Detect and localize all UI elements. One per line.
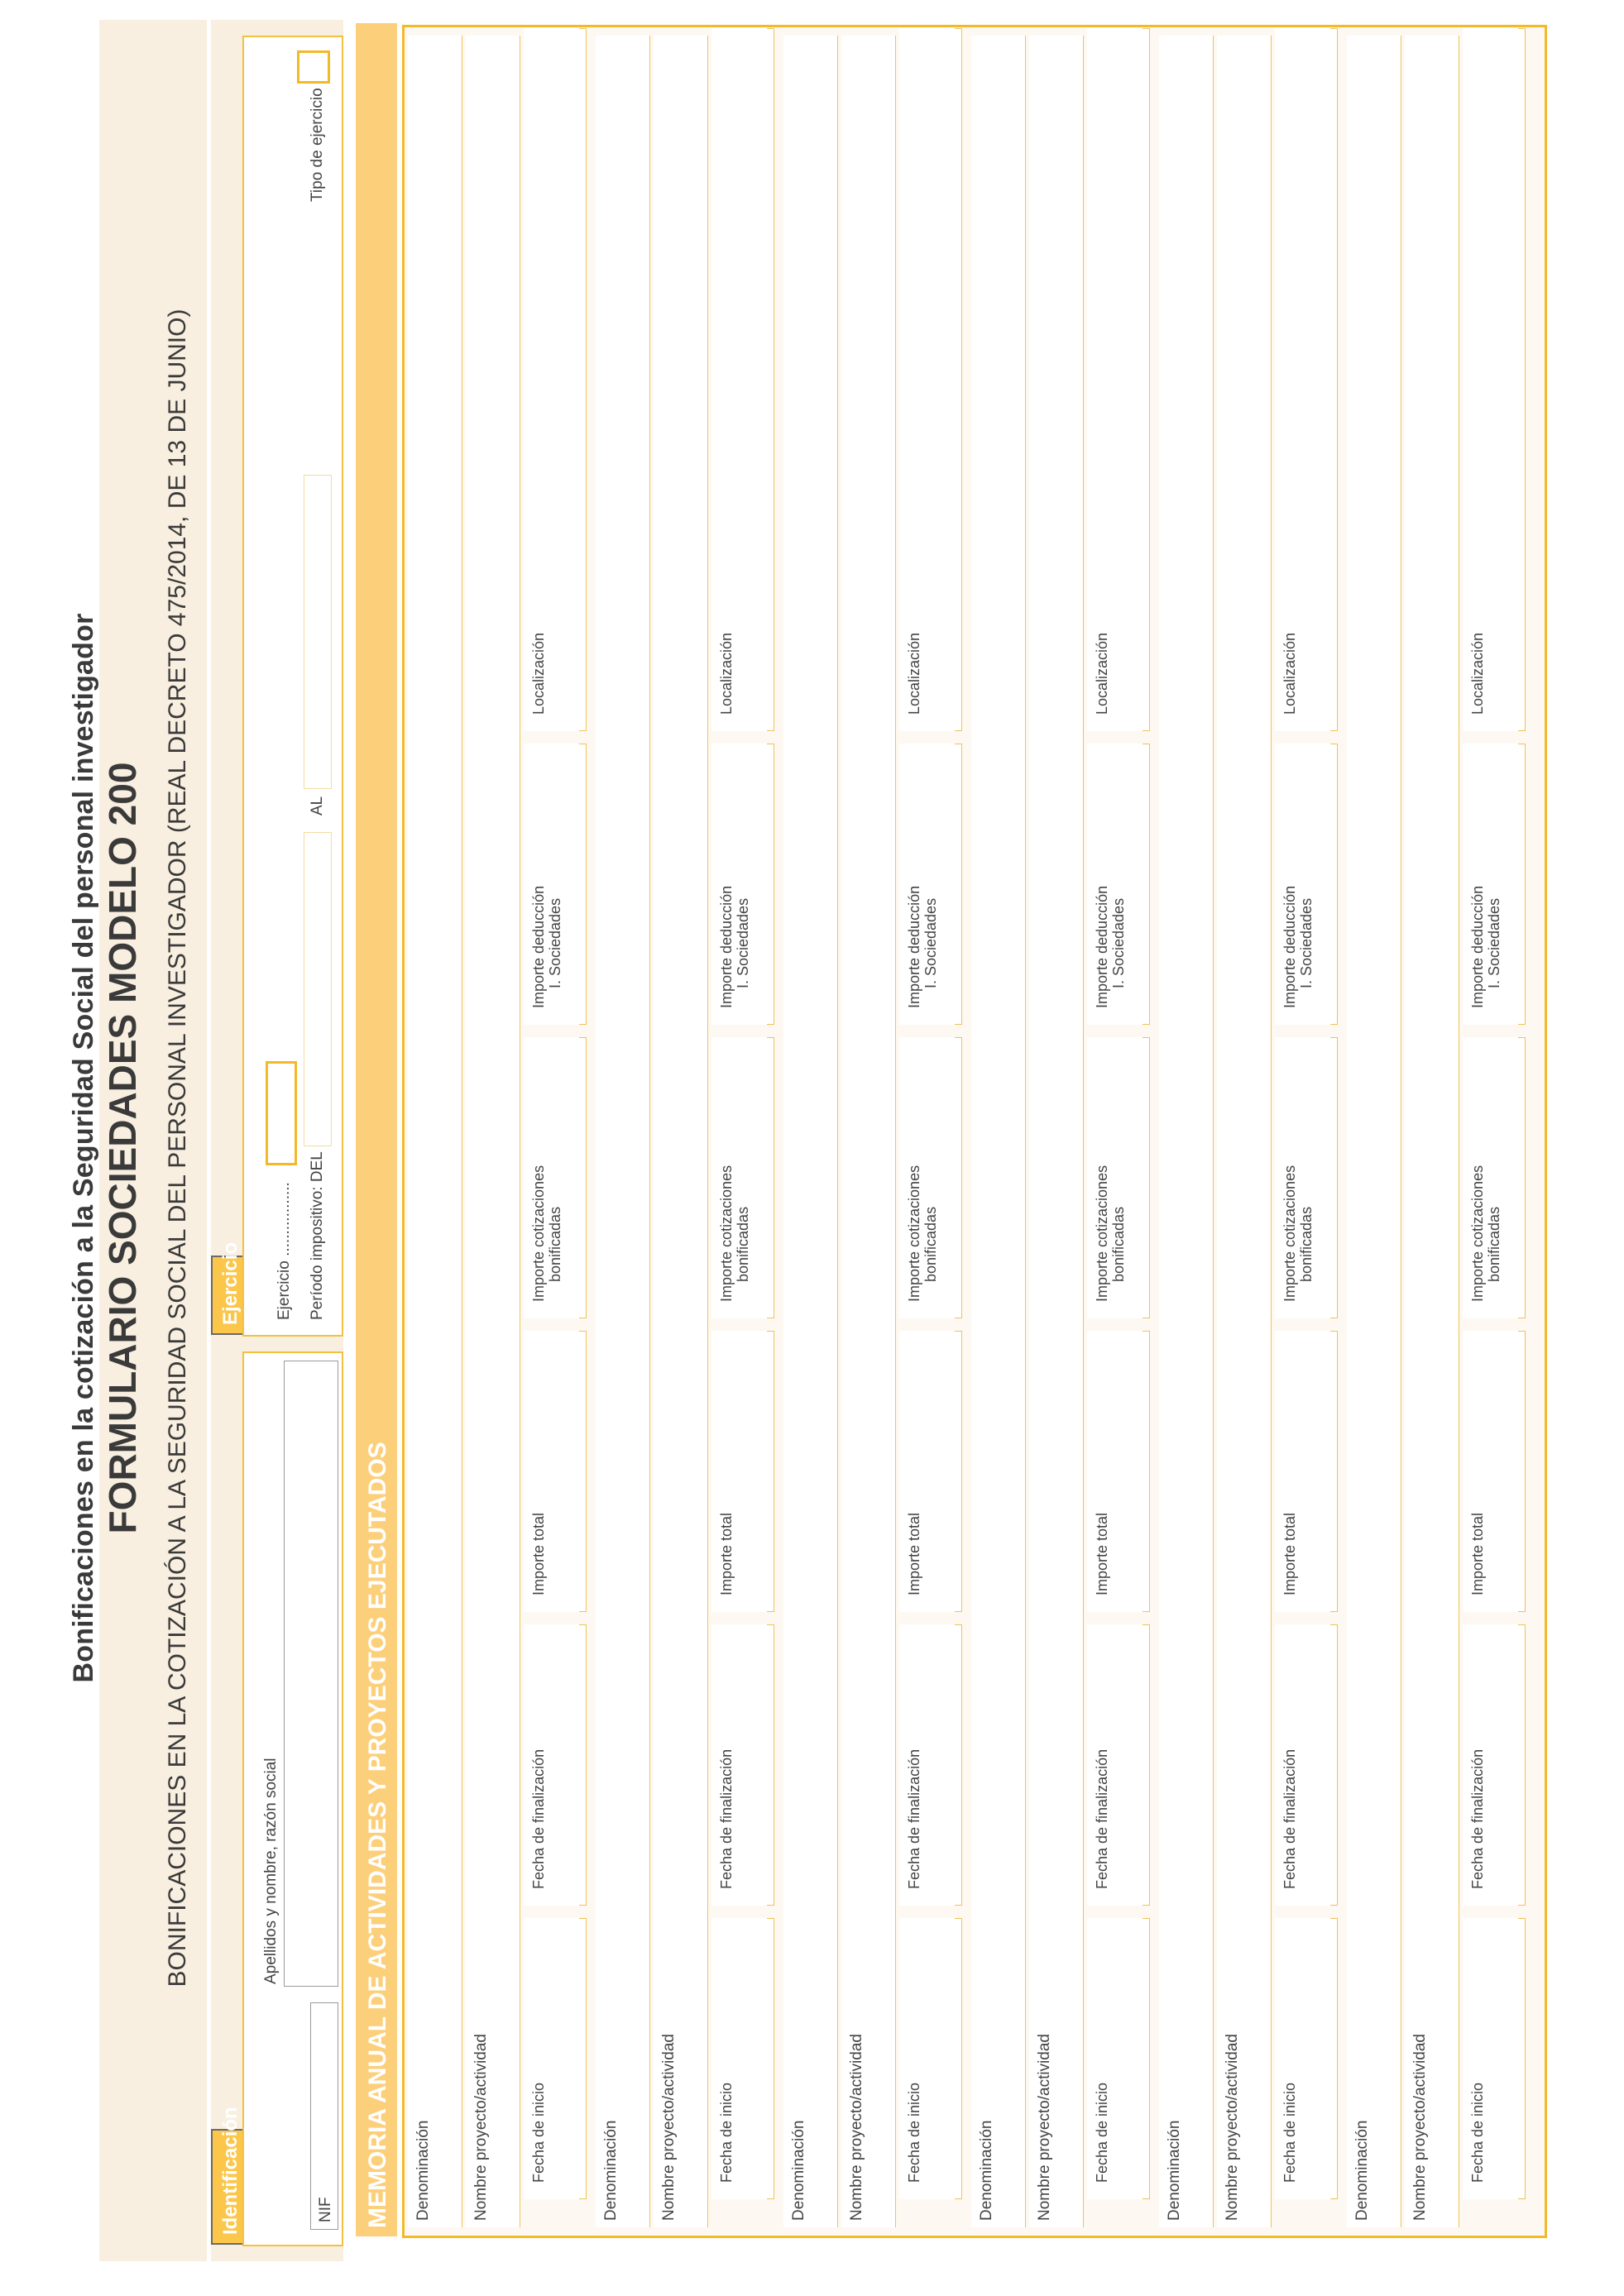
localizacion-label-line: Localización (1469, 632, 1486, 715)
nombre-proyecto-label: Nombre proyecto/actividad (472, 2034, 490, 2221)
importe-total-label (530, 1513, 547, 1595)
localizacion-field[interactable] (1087, 28, 1150, 731)
field-tick (1143, 1024, 1149, 1025)
field-tick (955, 1037, 961, 1038)
deduccion-label (906, 886, 939, 1008)
field-tick (1330, 1918, 1337, 1919)
field-tick (1143, 1624, 1149, 1625)
fecha-inicio-label-line: Fecha de inicio (906, 2082, 922, 2183)
localizacion-label-line: Localización (530, 632, 547, 715)
field-tick (1143, 1331, 1149, 1332)
field-tick (767, 2198, 774, 2199)
cotizaciones-field[interactable] (1463, 1037, 1526, 1318)
field-tick (579, 1624, 586, 1625)
title-line-3: BONIFICACIONES EN LA COTIZACIÓN A LA SEGURIDAD SOCIAL DEL PERSONAL INVESTIGADOR (REAL DECRETO 475/2014, DE 13 DE JUNIO) (164, 309, 191, 1987)
fecha-fin-label-line: Fecha de finalización (1281, 1748, 1298, 1889)
deduccion-label-line: I. Sociedades (922, 897, 939, 988)
denominacion-field[interactable] (1347, 36, 1401, 2227)
field-tick (1330, 1611, 1337, 1612)
localizacion-field[interactable] (711, 28, 774, 731)
nombre-proyecto-field[interactable] (654, 36, 708, 2227)
denominacion-label: Denominación (978, 2120, 995, 2221)
cotizaciones-field[interactable] (1087, 1037, 1150, 1318)
cotizaciones-label (1281, 1165, 1315, 1302)
nombre-proyecto-field[interactable] (841, 36, 896, 2227)
denominacion-field[interactable] (596, 36, 650, 2227)
field-tick (579, 1037, 586, 1038)
deduccion-label (1281, 886, 1315, 1008)
periodo-del-input[interactable] (304, 832, 332, 1146)
deduccion-label (1094, 886, 1127, 1008)
fecha-fin-field[interactable] (1087, 1624, 1150, 1906)
fecha-fin-label-line: Fecha de finalización (906, 1748, 922, 1889)
importe-total-field[interactable] (899, 1331, 962, 1612)
denominacion-field[interactable] (783, 36, 838, 2227)
deduccion-label-line: I. Sociedades (1110, 897, 1127, 988)
denominacion-label: Denominación (790, 2120, 807, 2221)
field-tick (1518, 1918, 1525, 1919)
field-tick (767, 28, 774, 29)
field-tick (1518, 1611, 1525, 1612)
cotizaciones-label-line: Importe cotizaciones (906, 1165, 922, 1302)
denominacion-label: Denominación (602, 2120, 620, 2221)
fecha-inicio-label-line: Fecha de inicio (1094, 2082, 1110, 2183)
ejercicio-input[interactable] (266, 1061, 297, 1165)
field-tick (1143, 2198, 1149, 2199)
field-tick (767, 1611, 774, 1612)
deduccion-field[interactable] (711, 744, 774, 1025)
tab-identificacion: Identificación (211, 2129, 244, 2245)
field-tick (579, 1024, 586, 1025)
cotizaciones-field[interactable] (1275, 1037, 1338, 1318)
cotizaciones-label-line: bonificadas (1298, 1206, 1315, 1282)
field-tick (579, 2198, 586, 2199)
field-tick (955, 730, 961, 731)
field-tick (1143, 1918, 1149, 1919)
localizacion-label (1094, 633, 1110, 715)
cotizaciones-label-line: Importe cotizaciones (718, 1165, 735, 1302)
field-tick (1330, 1905, 1337, 1906)
fecha-fin-label-line: Fecha de finalización (718, 1748, 735, 1889)
field-tick (767, 1905, 774, 1906)
tab-ejercicio: Ejercicio (211, 1256, 244, 1335)
periodo-label: Período impositivo: DEL (309, 1151, 326, 1320)
importe-total-label-line: Importe total (1094, 1512, 1110, 1595)
fecha-fin-label-line: Fecha de finalización (1094, 1748, 1110, 1889)
field-tick (579, 28, 586, 29)
deduccion-label-line: Importe deducción (1094, 885, 1110, 1008)
fecha-inicio-label (530, 2083, 547, 2183)
field-tick (1330, 1037, 1337, 1038)
field-tick (1330, 1624, 1337, 1625)
field-tick (1143, 1905, 1149, 1906)
field-tick (955, 1918, 961, 1919)
localizacion-label-line: Localización (718, 632, 735, 715)
field-tick (767, 730, 774, 731)
fecha-inicio-field[interactable] (1275, 1918, 1338, 2199)
localizacion-label (1281, 633, 1298, 715)
importe-total-label (1281, 1513, 1298, 1595)
memoria-title: MEMORIA ANUAL DE ACTIVIDADES Y PROYECTOS EJECUTADOS (364, 1442, 391, 2228)
fecha-inicio-label (718, 2083, 735, 2183)
title-line-2: FORMULARIO SOCIEDADES MODELO 200 (101, 762, 144, 1534)
fecha-inicio-field[interactable] (711, 1918, 774, 2199)
cotizaciones-field[interactable] (524, 1037, 587, 1318)
fecha-fin-field[interactable] (1275, 1624, 1338, 1906)
cotizaciones-label (1469, 1165, 1502, 1302)
localizacion-label-line: Localización (1094, 632, 1110, 715)
field-tick (579, 1918, 586, 1919)
localizacion-label (1469, 633, 1486, 715)
importe-total-label-line: Importe total (1469, 1512, 1486, 1595)
field-tick (1143, 1037, 1149, 1038)
fecha-fin-label (1469, 1749, 1486, 1889)
fecha-inicio-field[interactable] (1463, 1918, 1526, 2199)
fecha-fin-label (718, 1749, 735, 1889)
cotizaciones-label-line: Importe cotizaciones (1469, 1165, 1486, 1302)
fecha-fin-field[interactable] (711, 1624, 774, 1906)
field-tick (767, 1624, 774, 1625)
ejercicio-panel (242, 36, 343, 1337)
cotizaciones-field[interactable] (711, 1037, 774, 1318)
field-tick (955, 1331, 961, 1332)
al-label: AL (309, 796, 326, 816)
importe-total-label-line: Importe total (906, 1512, 922, 1595)
denominacion-field[interactable] (971, 36, 1026, 2227)
entry-block (1159, 31, 1342, 2232)
field-tick (579, 1905, 586, 1906)
field-tick (1518, 1624, 1525, 1625)
deduccion-label-line: Importe deducción (1469, 885, 1486, 1008)
deduccion-label-line: Importe deducción (530, 885, 547, 1008)
header (68, 0, 145, 2296)
field-tick (1330, 1331, 1337, 1332)
cotizaciones-label-line: bonificadas (547, 1206, 563, 1282)
nif-label: NIF (317, 2197, 334, 2222)
denominacion-field[interactable] (1159, 36, 1214, 2227)
deduccion-field[interactable] (1087, 744, 1150, 1025)
importe-total-field[interactable] (1463, 1331, 1526, 1612)
fecha-fin-label (1094, 1749, 1110, 1889)
field-tick (1518, 1024, 1525, 1025)
deduccion-field[interactable] (1275, 744, 1338, 1025)
memoria-band (356, 23, 397, 2236)
fecha-fin-label (1281, 1749, 1298, 1889)
nif-input[interactable] (310, 2002, 338, 2230)
name-label: Apellidos y nombre, razón social (262, 1758, 280, 1984)
localizacion-field[interactable] (524, 28, 587, 731)
fecha-inicio-label (906, 2083, 922, 2183)
fecha-fin-label (906, 1749, 922, 1889)
field-tick (1518, 1331, 1525, 1332)
nombre-proyecto-field[interactable] (466, 36, 520, 2227)
localizacion-field[interactable] (1463, 28, 1526, 731)
cotizaciones-label-line: bonificadas (1110, 1206, 1127, 1282)
identificacion-panel (242, 1351, 343, 2246)
deduccion-label-line: I. Sociedades (547, 897, 563, 988)
deduccion-label-line: Importe deducción (718, 885, 735, 1008)
deduccion-label-line: Importe deducción (1281, 885, 1298, 1008)
entry-block (408, 31, 591, 2232)
importe-total-field[interactable] (1087, 1331, 1150, 1612)
cotizaciones-label-line: Importe cotizaciones (530, 1165, 547, 1302)
cotizaciones-label-line: bonificadas (735, 1206, 751, 1282)
fecha-fin-label (530, 1749, 547, 1889)
importe-total-label-line: Importe total (530, 1512, 547, 1595)
cotizaciones-label (718, 1165, 751, 1302)
field-tick (767, 1024, 774, 1025)
field-tick (955, 1611, 961, 1612)
fecha-inicio-field[interactable] (899, 1918, 962, 2199)
entry-block (1347, 31, 1530, 2232)
field-tick (767, 1037, 774, 1038)
importe-total-label-line: Importe total (1281, 1512, 1298, 1595)
fecha-inicio-label-line: Fecha de inicio (530, 2082, 547, 2183)
field-tick (1518, 2198, 1525, 2199)
denominacion-label: Denominación (1353, 2120, 1371, 2221)
field-tick (955, 1024, 961, 1025)
field-tick (955, 1624, 961, 1625)
localizacion-label-line: Localización (1281, 632, 1298, 715)
nombre-proyecto-field[interactable] (1029, 36, 1084, 2227)
deduccion-label (718, 886, 751, 1008)
importe-total-label-line: Importe total (718, 1512, 735, 1595)
fecha-inicio-label-line: Fecha de inicio (1281, 2082, 1298, 2183)
field-tick (579, 1611, 586, 1612)
cotizaciones-label (530, 1165, 563, 1302)
denominacion-label: Denominación (1166, 2120, 1183, 2221)
localizacion-field[interactable] (899, 28, 962, 731)
cotizaciones-label-line: bonificadas (922, 1206, 939, 1282)
title-line-1: Bonificaciones en la cotización a la Seguridad Social del personal investigador (68, 613, 99, 1683)
importe-total-field[interactable] (1275, 1331, 1338, 1612)
nombre-proyecto-field[interactable] (1217, 36, 1272, 2227)
tipo-ejercicio-input[interactable] (297, 50, 330, 84)
fecha-fin-label-line: Fecha de finalización (1469, 1748, 1486, 1889)
nombre-proyecto-label: Nombre proyecto/actividad (1224, 2034, 1241, 2221)
field-tick (579, 1331, 586, 1332)
field-tick (955, 1905, 961, 1906)
importe-total-field[interactable] (711, 1331, 774, 1612)
entry-block (971, 31, 1154, 2232)
denominacion-label: Denominación (414, 2120, 432, 2221)
field-tick (767, 1918, 774, 1919)
deduccion-field[interactable] (524, 744, 587, 1025)
importe-total-field[interactable] (524, 1331, 587, 1612)
cotizaciones-label (1094, 1165, 1127, 1302)
fecha-inicio-field[interactable] (524, 1918, 587, 2199)
ejercicio-label: Ejercicio ................. (275, 1182, 293, 1320)
field-tick (767, 1331, 774, 1332)
fecha-inicio-label-line: Fecha de inicio (718, 2082, 735, 2183)
fecha-inicio-label (1094, 2083, 1110, 2183)
deduccion-field[interactable] (899, 744, 962, 1025)
field-tick (955, 2198, 961, 2199)
fecha-inicio-label (1469, 2083, 1486, 2183)
cotizaciones-label-line: Importe cotizaciones (1094, 1165, 1110, 1302)
cotizaciones-field[interactable] (899, 1037, 962, 1318)
fecha-inicio-label (1281, 2083, 1298, 2183)
field-tick (1143, 1611, 1149, 1612)
field-tick (1143, 730, 1149, 731)
nombre-proyecto-label: Nombre proyecto/actividad (1036, 2034, 1053, 2221)
field-tick (1330, 2198, 1337, 2199)
nombre-proyecto-label: Nombre proyecto/actividad (1411, 2034, 1429, 2221)
nombre-proyecto-field[interactable] (1405, 36, 1459, 2227)
importe-total-label (718, 1513, 735, 1595)
field-tick (1143, 28, 1149, 29)
deduccion-label-line: I. Sociedades (1298, 897, 1315, 988)
deduccion-label (1469, 886, 1502, 1008)
localizacion-label (718, 633, 735, 715)
deduccion-label-line: Importe deducción (906, 885, 922, 1008)
localizacion-label (530, 633, 547, 715)
deduccion-label-line: I. Sociedades (735, 897, 751, 988)
field-tick (1330, 730, 1337, 731)
periodo-al-input[interactable] (304, 475, 332, 789)
field-tick (579, 730, 586, 731)
fecha-inicio-field[interactable] (1087, 1918, 1150, 2199)
name-input[interactable] (284, 1361, 338, 1987)
cotizaciones-label-line: bonificadas (1486, 1206, 1502, 1282)
field-tick (955, 28, 961, 29)
localizacion-label (906, 633, 922, 715)
field-tick (1518, 730, 1525, 731)
tipo-ejercicio-label: Tipo de ejercicio (309, 88, 326, 202)
fecha-fin-label-line: Fecha de finalización (530, 1748, 547, 1889)
nombre-proyecto-label: Nombre proyecto/actividad (660, 2034, 678, 2221)
field-tick (1518, 28, 1525, 29)
deduccion-field[interactable] (1463, 744, 1526, 1025)
fecha-fin-field[interactable] (1463, 1624, 1526, 1906)
nombre-proyecto-label: Nombre proyecto/actividad (848, 2034, 865, 2221)
localizacion-field[interactable] (1275, 28, 1338, 731)
entry-block (596, 31, 778, 2232)
field-tick (1330, 1024, 1337, 1025)
fecha-inicio-label-line: Fecha de inicio (1469, 2082, 1486, 2183)
fecha-fin-field[interactable] (899, 1624, 962, 1906)
fecha-fin-field[interactable] (524, 1624, 587, 1906)
field-tick (1518, 1905, 1525, 1906)
importe-total-label (1094, 1513, 1110, 1595)
cotizaciones-label (906, 1165, 939, 1302)
memoria-entries (402, 25, 1547, 2238)
cotizaciones-label-line: Importe cotizaciones (1281, 1165, 1298, 1302)
entry-block (783, 31, 966, 2232)
localizacion-label-line: Localización (906, 632, 922, 715)
deduccion-label (530, 886, 563, 1008)
importe-total-label (906, 1513, 922, 1595)
deduccion-label-line: I. Sociedades (1486, 897, 1502, 988)
field-tick (1330, 28, 1337, 29)
importe-total-label (1469, 1513, 1486, 1595)
denominacion-field[interactable] (408, 36, 462, 2227)
field-tick (1518, 1037, 1525, 1038)
